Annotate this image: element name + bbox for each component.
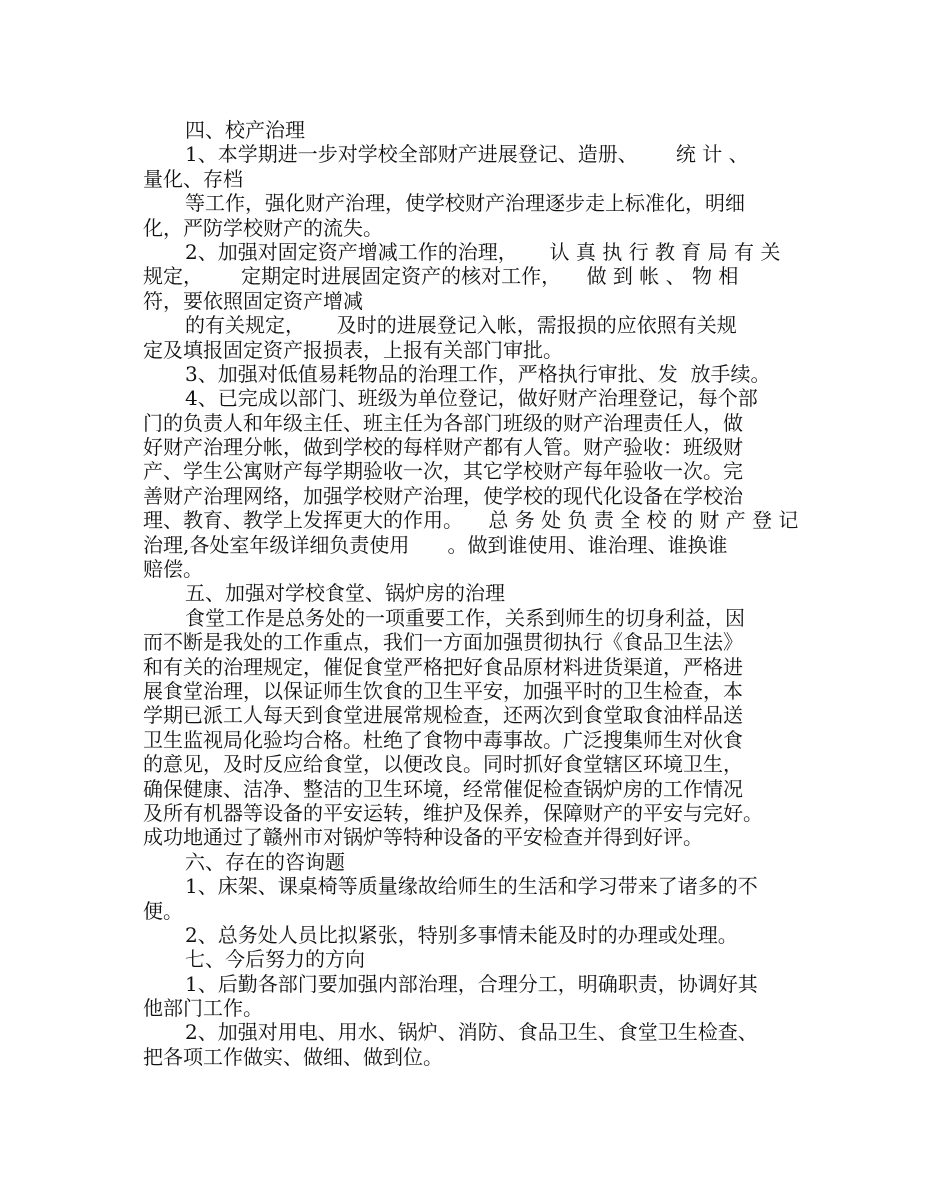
text-line: 3、加强对低值易耗物品的治理工作，严格执行审批、发 放手续。: [185, 361, 771, 386]
text-line: 1、后勤各部门要加强内部治理，合理分工，明确职责，协调好其: [185, 971, 758, 996]
text-line: 把各项工作做实、做细、做到位。: [143, 1044, 443, 1069]
text-line: 确保健康、洁净、整洁的卫生环境，经常催促检查锅炉房的工作情况: [143, 776, 743, 801]
text-line: 2、加强对用电、用水、锅炉、消防、食品卫生、食堂卫生检查、: [185, 1020, 758, 1045]
text-line: 学期已派工人每天到食堂进展常规检查，还两次到食堂取食油样品送: [143, 703, 743, 728]
text-line: 符，要依照固定资产增减: [143, 288, 363, 313]
text-line: 等工作，强化财产治理，使学校财产治理逐步走上标准化，明细: [185, 191, 745, 216]
text-line: 卫生监视局化验均合格。杜绝了食物中毒事故。广泛搜集师生对伙食: [143, 727, 743, 752]
text-line: 便。: [143, 898, 183, 923]
text-line: 的意见，及时反应给食堂，以便改良。同时抓好食堂辖区环境卫生，: [143, 752, 743, 777]
text-line: 量化、存档: [143, 166, 243, 191]
text-line: 及所有机器等设备的平安运转，维护及保养，保障财产的平安与完好。: [143, 800, 763, 825]
text-line: 治理,各处室年级详细负责使用 。做到谁使用、谁治理、谁换谁: [143, 532, 728, 557]
text-line: 四、校产治理: [185, 118, 305, 142]
text-line: 好财产治理分帐，做到学校的每样财产都有人管。财产验收：班级财: [143, 435, 743, 460]
text-line: 1、床架、课桌椅等质量缘故给师生的生活和学习带来了诸多的不: [185, 874, 758, 899]
text-line: 门的负责人和年级主任、班主任为各部门班级的财产治理责任人，做: [143, 410, 743, 435]
text-line: 1、本学期进一步对学校全部财产进展登记、造册、 统 计 、: [185, 142, 749, 167]
text-line: 2、总务处人员比拟紧张，特别多事情未能及时的办理或处理。: [185, 922, 738, 947]
text-line: 善财产治理网络，加强学校财产治理，使学校的现代化设备在学校治: [143, 483, 743, 508]
text-line: 4、已完成以部门、班级为单位登记，做好财产治理登记，每个部: [185, 386, 758, 411]
text-line: 他部门工作。: [143, 996, 263, 1021]
document-page: [143, 118, 833, 1069]
text-line: 五、加强对学校食堂、锅炉房的治理: [185, 581, 505, 606]
text-line: 而不断是我处的工作重点，我们一方面加强贯彻执行《食品卫生法》: [143, 630, 743, 655]
text-line: 规定， 定期定时进展固定资产的核对工作， 做 到 帐 、 物 相: [143, 264, 739, 289]
text-line: 2、加强对固定资产增减工作的治理， 认 真 执 行 教 育 局 有 关: [185, 239, 781, 264]
text-line: 赔偿。: [143, 557, 203, 582]
text-line: 和有关的治理规定，催促食堂严格把好食品原材料进货渠道，严格进: [143, 654, 743, 679]
text-line: 成功地通过了赣州市对锅炉等特种设备的平安检查并得到好评。: [143, 825, 703, 850]
text-line: 的有关规定， 及时的进展登记入帐，需报损的应依照有关规: [185, 313, 737, 338]
text-line: 展食堂治理，以保证师生饮食的卫生平安，加强平时的卫生检查，本: [143, 678, 743, 703]
text-line: 食堂工作是总务处的一项重要工作，关系到师生的切身利益，因: [185, 605, 745, 630]
text-line: 六、存在的咨询题: [185, 849, 345, 874]
text-line: 定及填报固定资产报损表，上报有关部门审批。: [143, 337, 563, 362]
text-line: 理、教育、教学上发挥更大的作用。 总 务 处 负 责 全 校 的 财 产 登 记: [143, 508, 799, 533]
text-line: 化，严防学校财产的流失。: [143, 215, 383, 240]
text-line: 七、今后努力的方向: [185, 947, 365, 972]
text-line: 产、学生公寓财产每学期验收一次，其它学校财产每年验收一次。完: [143, 459, 743, 484]
